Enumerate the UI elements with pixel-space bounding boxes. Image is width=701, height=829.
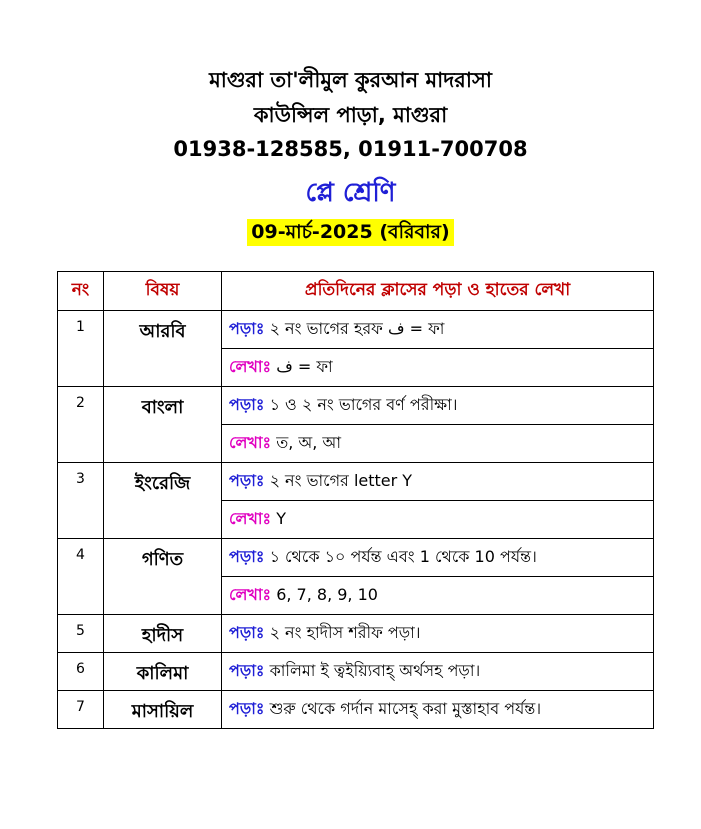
- header-lesson: প্রতিদিনের ক্লাসের পড়া ও হাতের লেখা: [222, 272, 654, 311]
- table-row: [58, 615, 654, 653]
- institution-name: মাগুরা তা'লীমুল কুরআন মাদরাসা: [209, 68, 492, 92]
- writing-label: লেখাঃ: [229, 585, 272, 604]
- reading-cell: [222, 615, 654, 653]
- reading-text: ২ নং হাদীস শরীফ পড়া।: [269, 623, 421, 642]
- row-number: 1: [58, 311, 104, 387]
- reading-label: পড়াঃ: [229, 471, 265, 490]
- reading-label: পড়াঃ: [229, 623, 265, 642]
- reading-cell: [222, 539, 654, 577]
- writing-text: Y: [276, 509, 286, 528]
- writing-cell: [222, 577, 654, 615]
- writing-label: লেখাঃ: [229, 433, 272, 452]
- row-number: 6: [58, 653, 104, 691]
- row-subject: বাংলা: [104, 387, 222, 463]
- row-number: 4: [58, 539, 104, 615]
- reading-label: পড়াঃ: [229, 699, 265, 718]
- reading-cell: [222, 691, 654, 729]
- row-subject: ইংরেজি: [104, 463, 222, 539]
- class-title: প্লে শ্রেণি: [305, 178, 396, 208]
- writing-text: ف = ফা: [276, 357, 333, 376]
- reading-label: পড়াঃ: [229, 661, 265, 680]
- table-row: [58, 311, 654, 349]
- row-subject: হাদীস: [104, 615, 222, 653]
- reading-cell: [222, 653, 654, 691]
- reading-text: ২ নং ভাগের হরফ ف = ফা: [269, 319, 445, 338]
- reading-text: ১ থেকে ১০ পর্যন্ত এবং 1 থেকে 10 পর্যন্ত।: [269, 547, 537, 566]
- lesson-date: 09-মার্চ-2025 (বরিবার): [247, 219, 453, 246]
- table-row: [58, 691, 654, 729]
- writing-cell: [222, 501, 654, 539]
- lesson-table: [57, 271, 654, 729]
- row-number: 3: [58, 463, 104, 539]
- reading-cell: [222, 387, 654, 425]
- row-subject: মাসায়িল: [104, 691, 222, 729]
- writing-text: 6, 7, 8, 9, 10: [276, 585, 378, 604]
- row-number: 2: [58, 387, 104, 463]
- writing-label: লেখাঃ: [229, 509, 272, 528]
- writing-cell: [222, 349, 654, 387]
- reading-cell: [222, 463, 654, 501]
- header-subject: বিষয়: [104, 272, 222, 311]
- reading-text: কালিমা ই ত্বইয়্যিবাহ্ অর্থসহ পড়া।: [269, 661, 481, 680]
- row-subject: গণিত: [104, 539, 222, 615]
- writing-text: ত, অ, আ: [276, 433, 342, 452]
- table-header-row: [58, 272, 654, 311]
- writing-cell: [222, 425, 654, 463]
- row-number: 5: [58, 615, 104, 653]
- row-subject: আরবি: [104, 311, 222, 387]
- table-row: [58, 463, 654, 501]
- reading-label: পড়াঃ: [229, 319, 265, 338]
- reading-label: পড়াঃ: [229, 395, 265, 414]
- reading-cell: [222, 311, 654, 349]
- writing-label: লেখাঃ: [229, 357, 272, 376]
- date-container: [0, 219, 701, 246]
- institution-address: কাউন্সিল পাড়া, মাগুরা: [253, 103, 448, 127]
- table-row: [58, 387, 654, 425]
- table-row: [58, 539, 654, 577]
- reading-text: ২ নং ভাগের letter Y: [269, 471, 413, 490]
- row-number: 7: [58, 691, 104, 729]
- contact-phones: 01938-128585, 01911-700708: [173, 137, 528, 161]
- table-row: [58, 653, 654, 691]
- row-subject: কালিমা: [104, 653, 222, 691]
- reading-text: ১ ও ২ নং ভাগের বর্ণ পরীক্ষা।: [269, 395, 458, 414]
- reading-text: শুরু থেকে গর্দান মাসেহ্ করা মুস্তাহাব পর্যন্ত।: [269, 699, 542, 718]
- header-number: নং: [58, 272, 104, 311]
- reading-label: পড়াঃ: [229, 547, 265, 566]
